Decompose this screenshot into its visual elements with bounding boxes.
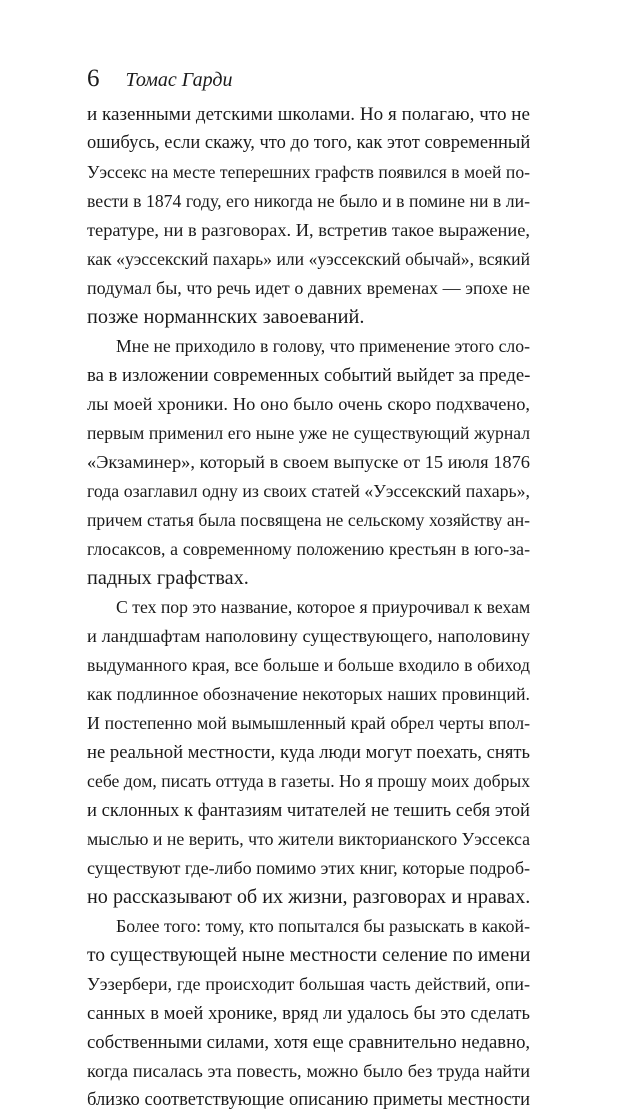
text-line: тературе, ни в разговорах. И, встретив такое выражение, — [87, 220, 530, 240]
text-line: как подлинное обозначение некоторых наших провинций. — [87, 684, 530, 704]
running-head — [87, 63, 233, 95]
text-line: выдуманного края, все больше и больше входило в обиход — [87, 655, 530, 675]
text-line: ошибусь, если скажу, что до того, как этот современный — [87, 133, 530, 153]
text-line: и казенными детскими школами. Но я полагаю, что не — [87, 104, 530, 125]
text-line: позже норманнских завоеваний. — [87, 306, 365, 328]
text-line: И постепенно мой вымышленный край обрел черты впол- — [87, 713, 530, 733]
text-line: не реальной местности, куда люди могут поехать, снять — [87, 742, 530, 763]
text-line: санных в моей хронике, вряд ли удалось бы это сделать — [87, 1003, 530, 1024]
text-line: глосаксов, а современному положению крестьян в юго-за- — [87, 539, 530, 559]
text-line: близко соответствующие описанию приметы местности — [87, 1090, 530, 1110]
text-line: ва в изложении современных событий выйдет за преде- — [87, 365, 530, 386]
text-line: С тех пор это название, которое я приурочивал к вехам — [116, 597, 530, 617]
text-line: себе дом, писать оттуда в газеты. Но я прошу моих добрых — [87, 771, 530, 791]
text-line: Более того: тому, кто попытался бы разыскать в какой- — [116, 916, 530, 936]
text-line: года озаглавил одну из своих статей «Уэссекский пахарь», — [87, 481, 530, 501]
text-line: и склонных к фантазиям читателей не тешить себя этой — [87, 800, 530, 821]
author-header: Томас Гарди — [125, 69, 233, 91]
body-text — [87, 100, 530, 1115]
text-line: Мне не приходило в голову, что применение этого сло- — [116, 336, 530, 356]
text-line: Уэссекс на месте теперешних графств появился в моей по- — [87, 162, 530, 182]
page-number: 6 — [87, 65, 100, 92]
text-line: но рассказывают об их жизни, разговорах и нравах. — [87, 886, 530, 908]
text-line: мыслью и не верить, что жители викторианского Уэссекса — [87, 829, 530, 849]
text-line: когда писалась эта повесть, можно было без труда найти — [87, 1061, 530, 1081]
text-line: и ландшафтам наполовину существующего, наполовину — [87, 626, 530, 646]
text-line: падных графствах. — [87, 567, 249, 589]
text-line: то существующей ныне местности селение по имени — [87, 945, 530, 966]
text-line: лы моей хроники. Но оно было очень скоро подхвачено, — [87, 394, 530, 414]
text-line: Уэзербери, где происходит большая часть действий, опи- — [87, 974, 530, 994]
text-line: «Экзаминер», который в своем выпуске от 15 июля 1876 — [87, 452, 530, 472]
text-line: вести в 1874 году, его никогда не было и в помине ни в ли- — [87, 191, 530, 211]
text-line: собственными силами, хотя еще сравнительно недавно, — [87, 1032, 530, 1053]
text-line: подумал бы, что речь идет о давних временах — эпохе не — [87, 278, 530, 298]
text-line: причем статья была посвящена не сельскому хозяйству ан- — [87, 510, 530, 530]
text-line: как «уэссекский пахарь» или «уэссекский обычай», всякий — [87, 249, 530, 269]
text-line: существуют где-либо помимо этих книг, которые подроб- — [87, 858, 530, 878]
text-line: первым применил его ныне уже не существующий журнал — [87, 423, 530, 443]
